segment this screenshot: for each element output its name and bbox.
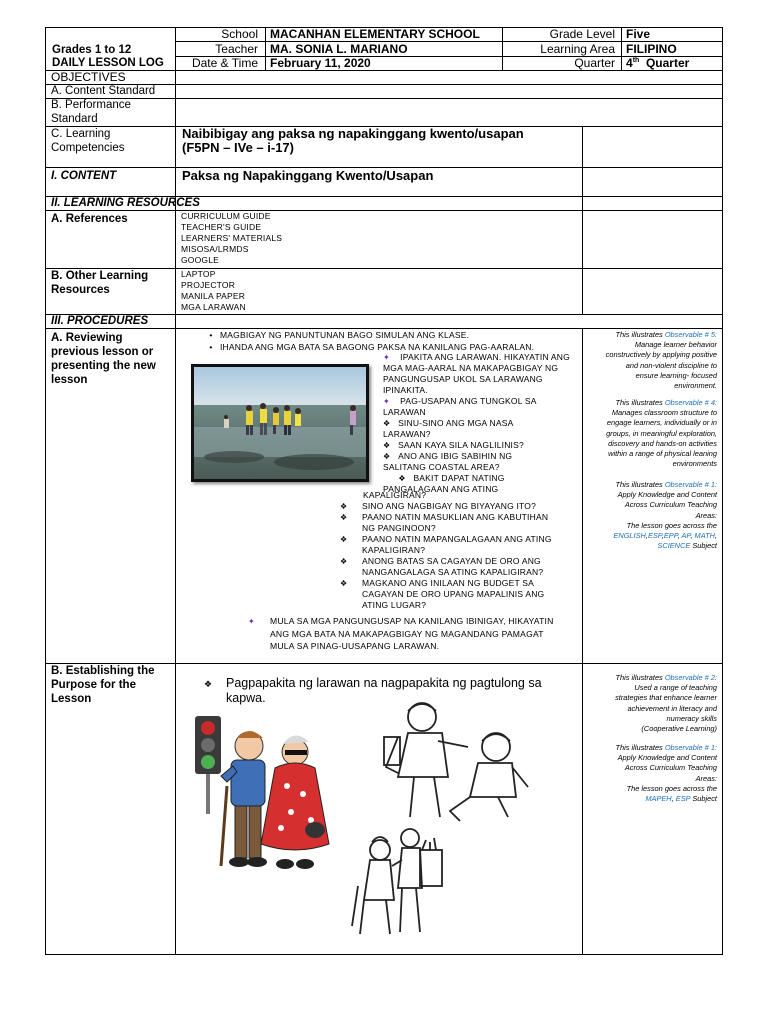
area-label: Learning Area [540,42,615,56]
grade-value: Five [626,27,651,41]
observable-5-note: This illustrates Observable # 5: Manage learner behavior constructively by applying positive and non-violent discipline to ensure learning- focused environment. [605,330,717,391]
title-line-2: DAILY LESSON LOG [52,57,164,69]
diamond-bullet-icon: ❖ [340,513,348,522]
review-questions: KAPALIGIRAN? ❖ SINO ANG NAGBIGAY NG BIYAYANG ITO? ❖ PAANO NATIN MASUKLIAN ANG KABUTIHAN NG PANGINOON? ❖ PAANO NATIN MAPANGALAGAAN ANG ATING KAPALIGIRAN? ❖ ANONG BATAS SA CAGAYAN DE ORO ANG NANGANGALAGA SA ATING KAPALIGIRAN? ❖ MAGKANO ANG INILAAN NG BUDGET SA CAGAYAN DE ORO UPANG MAPALINIS ANG ATING LUGAR? [340,490,552,610]
review-closing: ✦ MULA SA MGA PANGUNGUSAP NA KANILANG IBINIGAY, HIKAYATIN ANG MGA BATA NA MAKAPAGBIGAY NG MAGANDANG PAMAGAT MULA SA PINAG-UUSAPANG LARAWAN. [248,616,554,651]
other-resources-list [181,269,246,313]
reviewing-label: A. Reviewing previous lesson or presenting the new lesson [51,332,156,386]
reference-item: GOOGLE [181,255,220,265]
diamond-bullet-icon: ❖ [340,535,348,544]
review-bullet-1: • MAGBIGAY NG PANUNTUNAN BAGO SIMULAN ANG KLASE. [202,330,469,341]
bullet-icon: • [209,342,213,352]
performance-standard-label-1: B. Performance [51,99,131,111]
arrow-bullet-icon: ✦ [383,397,390,406]
content-standard-label: A. Content Standard [51,85,156,97]
diamond-bullet-icon: ❖ [204,679,213,689]
diamond-bullet-icon: ❖ [383,419,391,428]
content-text: Paksa ng Napakinggang Kwento/Usapan [182,168,434,183]
reference-item: MISOSA/LRMDS [181,244,249,254]
diamond-bullet-icon: ❖ [340,557,348,566]
date-label: Date & Time [191,56,258,70]
reference-item: CURRICULUM GUIDE [181,211,271,221]
diamond-bullet-icon: ❖ [340,579,348,588]
content-label: I. CONTENT [51,170,117,182]
school-label: School [221,27,258,41]
diamond-bullet-icon: ❖ [383,452,391,461]
other-resources-label-1: B. Other Learning [51,270,149,282]
observable-4-note: This illustrates Observable # 4: Manages classroom structure to engage learners, individually or in groups, in meaningful exploration, discovery and hands-on activities within a range of physical leaning environments [606,398,717,469]
references-list [181,211,282,266]
carrying-bags-illustration [346,826,454,938]
elderly-couple-illustration [191,716,343,882]
observable-1-note: This illustrates Observable # 1: Apply Knowledge and Content Across Curriculum Teaching Areas: The lesson goes across the ENGLISH,ESP,EPP, AP, MATH, SCIENCE Subject [613,480,717,551]
observable-2-note: This illustrates Observable # 2: Used a range of teaching strategies that enhance learner achievement in literacy and numeracy skills (Cooperative Learning) [615,673,717,734]
review-bullet-2: • IHANDA ANG MGA BATA SA BAGONG PAKSA NA KANILANG PAG-AARALAN. [202,342,534,353]
competencies-text-2: (F5PN – IVe – i-17) [182,140,294,155]
teacher-label: Teacher [215,42,258,56]
arrow-bullet-icon: ✦ [383,353,390,362]
competencies-label-2: Competencies [51,142,125,154]
procedures-label: III. PROCEDURES [51,315,149,327]
grade-label: Grade Level [549,27,615,41]
resources-label: II. LEARNING RESOURCES [51,197,200,209]
references-label: A. References [51,213,128,225]
review-prompts: ✦ IPAKITA ANG LARAWAN. HIKAYATIN ANG MGA MAG-AARAL NA MAKAPAGBIGAY NG PANGUNGUSAP UKOL SA LARAWANG IPINAKITA. ✦ PAG-USAPAN ANG TUNGKOL SA LARAWAN ❖ SINU-SINO ANG MGA NASA LARAWAN? ❖ SAAN KAYA SILA NAGLILINIS? ❖ ANO ANG IBIG SABIHIN NG SALITANG COASTAL AREA? ❖ BAKIT DAPAT NATING PANGALAGAAN ANG ATING [383,352,570,494]
helping-friend-illustration [378,697,546,829]
other-resources-label-2: Resources [51,284,110,296]
diamond-bullet-icon: ❖ [398,474,406,483]
coastal-cleanup-photo [191,364,369,482]
teacher-value: MA. SONIA L. MARIANO [270,42,408,56]
arrow-bullet-icon: ✦ [248,617,255,626]
establishing-label: B. Establishing the Purpose for the Lesson [51,665,155,705]
competencies-label-1: C. Learning [51,128,111,140]
reference-item: LEARNERS' MATERIALS [181,233,283,243]
bullet-icon: • [209,330,213,340]
resource-item: MANILA PAPER [181,291,246,301]
diamond-bullet-icon: ❖ [340,502,348,511]
objectives-label: OBJECTIVES [51,70,126,84]
resource-item: LAPTOP [181,269,216,279]
title-line-1: Grades 1 to 12 [52,44,132,56]
performance-standard-label-2: Standard [51,113,98,125]
observable-1b-note: This illustrates Observable # 1: Apply Knowledge and Content Across Curriculum Teaching Areas: The lesson goes across the MAPEH, ESP Subject [615,743,717,804]
reference-item: TEACHER'S GUIDE [181,222,262,232]
diamond-bullet-icon: ❖ [383,441,391,450]
quarter-value: 4th Quarter [626,56,690,70]
resource-item: PROJECTOR [181,280,236,290]
area-value: FILIPINO [626,42,677,56]
establishing-text: ❖ Pagpapakita ng larawan na nagpapakita ng pagtulong sa kapwa. [204,676,542,705]
quarter-label: Quarter [574,56,615,70]
date-value: February 11, 2020 [270,56,371,70]
school-value: MACANHAN ELEMENTARY SCHOOL [270,27,480,41]
resource-item: MGA LARAWAN [181,302,246,312]
competencies-text-1: Naibibigay ang paksa ng napakinggang kwento/usapan [182,126,524,141]
